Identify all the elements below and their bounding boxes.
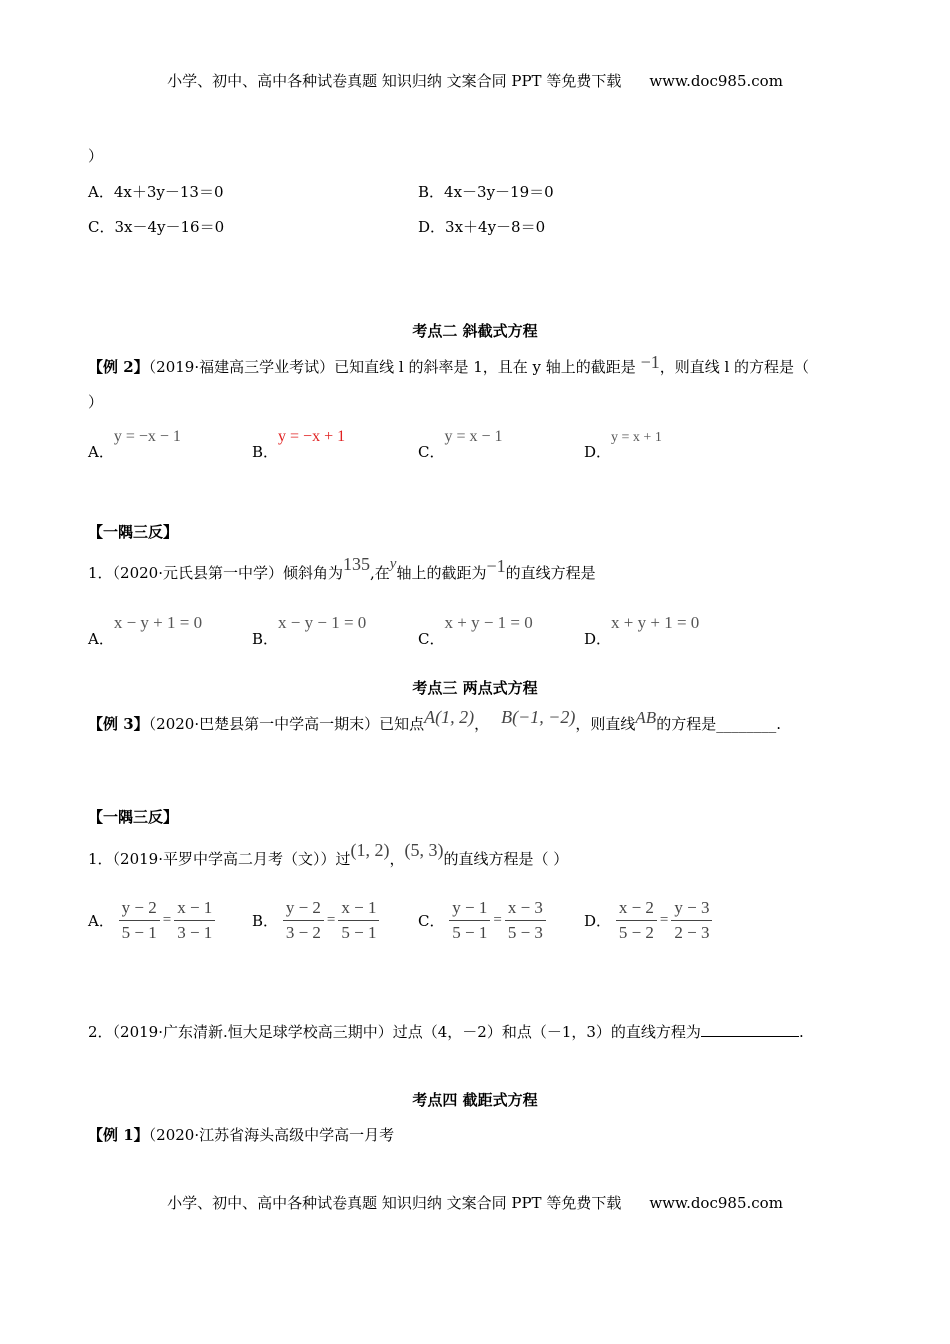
practice3-q1: 1．（2019·平罗中学高二月考（文））过(1, 2)，(5, 3)的直线方程是（ ） (88, 840, 569, 868)
ex2-option-b: B．y = −x + 1 (252, 428, 346, 461)
section2-title: 考点二 斜截式方程 (412, 322, 538, 340)
example2-tail: ） (88, 393, 104, 411)
practice-title-3: 【一隅三反】 (88, 808, 179, 826)
example4: 【例 1】（2020·江苏省海头高级中学高一月考 (88, 1126, 395, 1144)
section4-title: 考点四 截距式方程 (412, 1091, 538, 1109)
answer-blank[interactable] (701, 1022, 799, 1037)
example2-tag: 【例 2】 (88, 358, 149, 376)
p2-option-a: A．x − y + 1 = 0 (88, 613, 203, 648)
p3-option-a: A． $\frac{y - 2}{5 - 1}$ = $\frac{x - 1}{3 - 1}$ (88, 898, 215, 943)
ex2-option-c: C．y = x − 1 (418, 428, 503, 461)
p2-option-b: B．x − y − 1 = 0 (252, 613, 367, 648)
q0-tail: ） (88, 147, 104, 165)
p3-option-b: B． $\frac{y - 2}{3 - 2}$ = $\frac{x - 1}{5 - 1}$ (252, 898, 379, 943)
example3-tag: 【例 3】 (88, 715, 149, 733)
p2-option-c: C．x + y − 1 = 0 (418, 613, 533, 648)
example4-tag: 【例 1】 (88, 1126, 149, 1144)
header-text: 小学、初中、高中各种试卷真题 知识归纳 文案合同 PPT 等免费下载 (167, 72, 622, 90)
header-site[interactable]: www.doc985.com (649, 72, 783, 90)
p3-option-d: D． $\frac{x - 2}{5 - 2}$ = $\frac{y - 3}{2 - 3}$ (584, 898, 712, 943)
q0-option-c: C．3x－4y－16＝0 (88, 218, 225, 236)
q0-option-b: B．4x－3y－19＝0 (418, 183, 554, 201)
practice3-q2: 2．（2019·广东清新.恒大足球学校高三期中）过点（4，－2）和点（－1，3）的直线方程为 . (88, 1023, 804, 1041)
section3-title: 考点三 两点式方程 (412, 679, 538, 697)
practice-title-2: 【一隅三反】 (88, 523, 179, 541)
q0-option-a: A．4x＋3y－13＝0 (88, 183, 224, 201)
example2: 【例 2】（2019·福建高三学业考试）已知直线 l 的斜率是 1，且在 y 轴上的截距是 −1，则直线 l 的方程是（ (88, 352, 810, 376)
footer-text: 小学、初中、高中各种试卷真题 知识归纳 文案合同 PPT 等免费下载 (167, 1194, 622, 1212)
example3: 【例 3】（2020·巴楚县第一中学高一期末）已知点A(1, 2)， B(−1, −2)，则直线AB的方程是________. (88, 707, 781, 733)
ex2-option-a: A．y = −x − 1 (88, 428, 181, 461)
p3-option-c: C． $\frac{y - 1}{5 - 1}$ = $\frac{x - 3}{5 - 3}$ (418, 898, 546, 943)
page-header (0, 70, 950, 91)
q0-option-d: D．3x＋4y－8＝0 (418, 218, 546, 236)
footer-site[interactable]: www.doc985.com (649, 1194, 783, 1212)
ex2-option-d: D．y = x + 1 (584, 430, 662, 461)
practice2-q1: 1．（2020·元氏县第一中学）倾斜角为135,在y轴上的截距为−1的直线方程是 (88, 554, 596, 582)
page-footer (0, 1192, 950, 1213)
p2-option-d: D．x + y + 1 = 0 (584, 613, 700, 648)
